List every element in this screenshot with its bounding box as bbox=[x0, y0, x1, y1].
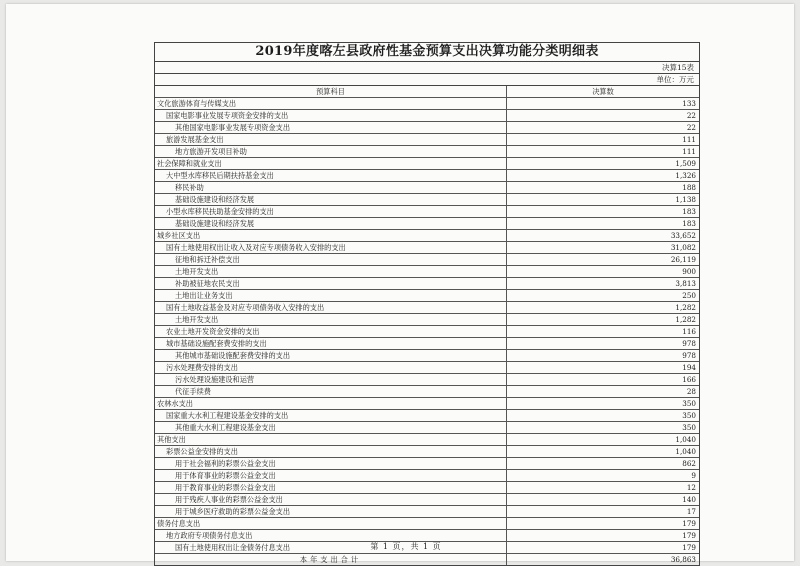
table-row bbox=[155, 158, 699, 170]
table-row bbox=[155, 518, 699, 530]
row-amount: 900 bbox=[682, 267, 696, 276]
table-row bbox=[155, 314, 699, 326]
row-amount: 1,282 bbox=[675, 315, 696, 324]
row-amount: 862 bbox=[682, 459, 696, 468]
row-subject: 用于社会福利的彩票公益金支出 bbox=[155, 458, 507, 469]
table-row bbox=[155, 218, 699, 230]
row-subject: 基础设施建设和经济发展 bbox=[155, 218, 507, 229]
row-amount: 188 bbox=[682, 183, 696, 192]
row-subject: 用于教育事业的彩票公益金支出 bbox=[155, 482, 507, 493]
row-subject: 农业土地开发资金安排的支出 bbox=[155, 326, 507, 337]
row-amount: 350 bbox=[682, 399, 696, 408]
row-amount: 17 bbox=[686, 507, 696, 516]
row-amount: 12 bbox=[686, 483, 696, 492]
table-row bbox=[155, 338, 699, 350]
row-subject: 用于体育事业的彩票公益金支出 bbox=[155, 470, 507, 481]
form-code: 决算15表 bbox=[155, 62, 699, 74]
page-footer: 第 1 页，共 1 页 bbox=[370, 542, 442, 551]
row-subject: 小型水库移民扶助基金安排的支出 bbox=[155, 206, 507, 217]
row-subject: 地方旅游开发项目补助 bbox=[155, 146, 507, 157]
row-subject: 文化旅游体育与传媒支出 bbox=[155, 98, 507, 109]
total-label: 本年支出合计 bbox=[155, 554, 507, 565]
row-subject: 基础设施建设和经济发展 bbox=[155, 194, 507, 205]
row-amount: 978 bbox=[682, 351, 696, 360]
table-row bbox=[155, 434, 699, 446]
table-row bbox=[155, 254, 699, 266]
row-subject: 征地和拆迁补偿支出 bbox=[155, 254, 507, 265]
row-amount: 22 bbox=[686, 123, 696, 132]
row-subject: 债务付息支出 bbox=[155, 518, 507, 529]
row-subject: 补助被征地农民支出 bbox=[155, 278, 507, 289]
row-amount: 111 bbox=[682, 135, 696, 144]
row-subject: 用于残疾人事业的彩票公益金支出 bbox=[155, 494, 507, 505]
row-subject: 地方政府专项债务付息支出 bbox=[155, 530, 507, 541]
row-amount: 1,040 bbox=[675, 447, 696, 456]
table-row bbox=[155, 386, 699, 398]
table-row bbox=[155, 410, 699, 422]
table-row bbox=[155, 350, 699, 362]
table-row bbox=[155, 206, 699, 218]
row-amount: 350 bbox=[682, 423, 696, 432]
row-amount: 179 bbox=[682, 531, 696, 540]
table-row bbox=[155, 266, 699, 278]
row-amount: 116 bbox=[682, 327, 696, 336]
table-row bbox=[155, 170, 699, 182]
total-amount: 36,863 bbox=[670, 555, 696, 564]
row-amount: 22 bbox=[686, 111, 696, 120]
row-amount: 1,138 bbox=[675, 195, 696, 204]
row-amount: 179 bbox=[682, 519, 696, 528]
row-subject: 其他重大水利工程建设基金支出 bbox=[155, 422, 507, 433]
row-amount: 183 bbox=[682, 207, 696, 216]
row-amount: 26,119 bbox=[670, 255, 696, 264]
row-amount: 28 bbox=[686, 387, 696, 396]
row-subject: 其他支出 bbox=[155, 434, 507, 445]
row-subject: 城市基础设施配套费安排的支出 bbox=[155, 338, 507, 349]
row-amount: 978 bbox=[682, 339, 696, 348]
table-row bbox=[155, 470, 699, 482]
table-header bbox=[155, 86, 699, 98]
row-subject: 社会保障和就业支出 bbox=[155, 158, 507, 169]
row-amount: 31,082 bbox=[670, 243, 696, 252]
row-subject: 国有土地使用权出让收入及对应专项债务收入安排的支出 bbox=[155, 242, 507, 253]
table-row bbox=[155, 398, 699, 410]
total-row bbox=[155, 554, 699, 565]
row-subject: 农林水支出 bbox=[155, 398, 507, 409]
row-amount: 183 bbox=[682, 219, 696, 228]
table-row bbox=[155, 362, 699, 374]
row-amount: 111 bbox=[682, 147, 696, 156]
row-subject: 污水处理费安排的支出 bbox=[155, 362, 507, 373]
row-subject: 污水处理设施建设和运营 bbox=[155, 374, 507, 385]
row-subject: 国有土地使用权出让金债务付息支出 bbox=[155, 542, 507, 553]
row-subject: 其他国家电影事业发展专项资金支出 bbox=[155, 122, 507, 133]
row-amount: 194 bbox=[682, 363, 696, 372]
table-row bbox=[155, 290, 699, 302]
table-row bbox=[155, 122, 699, 134]
table-row bbox=[155, 242, 699, 254]
table-row bbox=[155, 146, 699, 158]
row-subject: 用于城乡医疗救助的彩票公益金支出 bbox=[155, 506, 507, 517]
table-row bbox=[155, 98, 699, 110]
row-amount: 133 bbox=[682, 99, 696, 108]
table-row bbox=[155, 302, 699, 314]
unit-label: 单位：万元 bbox=[155, 74, 699, 86]
table-row bbox=[155, 446, 699, 458]
table-row bbox=[155, 194, 699, 206]
row-subject: 国家重大水利工程建设基金安排的支出 bbox=[155, 410, 507, 421]
row-amount: 3,813 bbox=[675, 279, 696, 288]
row-subject: 城乡社区支出 bbox=[155, 230, 507, 241]
row-amount: 1,282 bbox=[675, 303, 696, 312]
table-row bbox=[155, 374, 699, 386]
row-subject: 彩票公益金安排的支出 bbox=[155, 446, 507, 457]
table-body bbox=[155, 98, 699, 565]
budget-table bbox=[154, 42, 700, 566]
row-amount: 1,326 bbox=[675, 171, 696, 180]
row-subject: 土地开发支出 bbox=[155, 266, 507, 277]
row-subject: 代征手续费 bbox=[155, 386, 507, 397]
table-row bbox=[155, 110, 699, 122]
document-page bbox=[6, 4, 794, 564]
table-title: 2019年度喀左县政府性基金预算支出决算功能分类明细表 bbox=[155, 43, 699, 62]
table-row bbox=[155, 494, 699, 506]
row-amount: 1,040 bbox=[675, 435, 696, 444]
table-row bbox=[155, 482, 699, 494]
row-subject: 国有土地收益基金及对应专项债务收入安排的支出 bbox=[155, 302, 507, 313]
table-row bbox=[155, 506, 699, 518]
row-amount: 350 bbox=[682, 411, 696, 420]
row-subject: 大中型水库移民后期扶持基金支出 bbox=[155, 170, 507, 181]
row-subject: 土地出让业务支出 bbox=[155, 290, 507, 301]
table-row bbox=[155, 422, 699, 434]
table-row bbox=[155, 278, 699, 290]
row-subject: 旅游发展基金支出 bbox=[155, 134, 507, 145]
row-amount: 9 bbox=[691, 471, 696, 480]
table-row bbox=[155, 230, 699, 242]
row-amount: 33,652 bbox=[670, 231, 696, 240]
row-subject: 国家电影事业发展专项资金安排的支出 bbox=[155, 110, 507, 121]
row-subject: 土地开发支出 bbox=[155, 314, 507, 325]
header-subject: 预算科目 bbox=[155, 86, 507, 97]
table-row bbox=[155, 134, 699, 146]
row-subject: 移民补助 bbox=[155, 182, 507, 193]
row-amount: 166 bbox=[682, 375, 696, 384]
row-amount: 140 bbox=[682, 495, 696, 504]
row-subject: 其他城市基础设施配套费安排的支出 bbox=[155, 350, 507, 361]
header-amount: 决算数 bbox=[592, 87, 614, 96]
row-amount: 179 bbox=[682, 543, 696, 552]
table-row bbox=[155, 326, 699, 338]
row-amount: 250 bbox=[682, 291, 696, 300]
row-amount: 1,509 bbox=[675, 159, 696, 168]
table-row bbox=[155, 182, 699, 194]
table-row bbox=[155, 458, 699, 470]
